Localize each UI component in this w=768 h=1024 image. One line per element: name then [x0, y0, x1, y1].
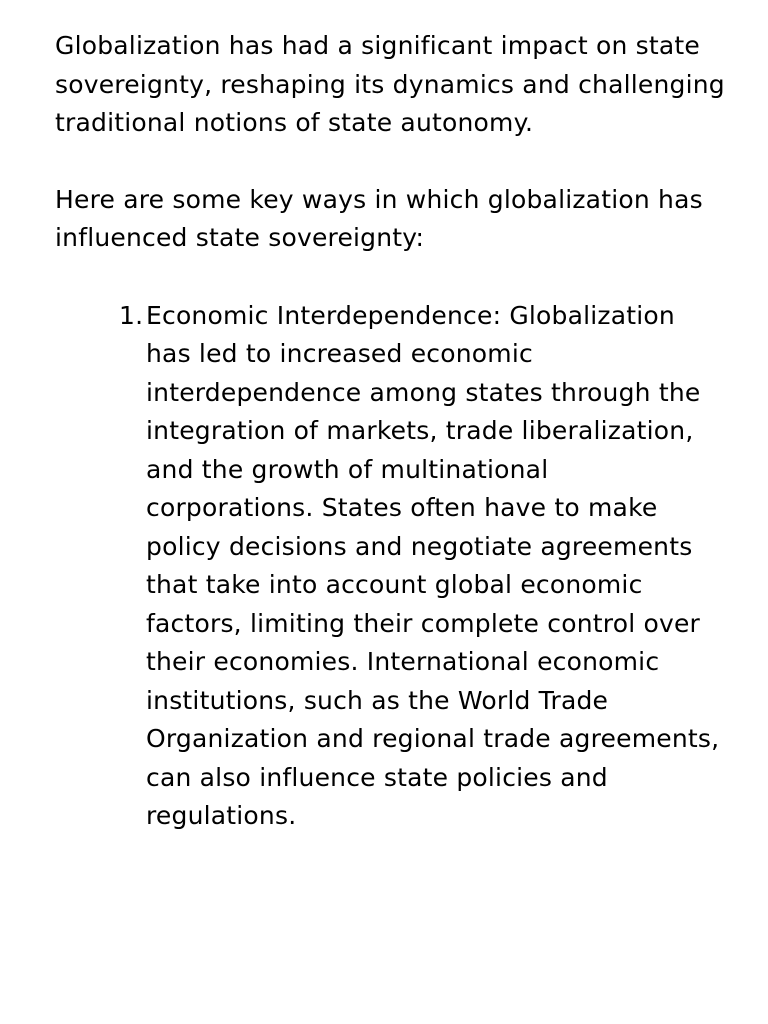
- intro-paragraph: Globalization has had a significant impact on state sovereignty, reshaping its dynamics and challenging traditional notions of state autonomy.: [55, 31, 725, 137]
- list-item-text: Economic Interdependence: Globalization has led to increased economic interdependence among states through the integration of markets, trade liberalization, and the growth of multinational corporations. States often have to make policy decisions and negotiate agreements that take into account global economic factors, limiting their complete control over their economies. International economic institutions, such as the World Trade Organization and regional trade agreements, can also influence state policies and regulations.: [146, 300, 720, 830]
- document-page: [55, 27, 745, 836]
- list-item-number: 1.: [119, 300, 144, 330]
- lead-in-paragraph: Here are some key ways in which globalization has influenced state sovereignty:: [55, 184, 703, 252]
- list-item: [55, 297, 745, 836]
- key-ways-list: [55, 297, 745, 836]
